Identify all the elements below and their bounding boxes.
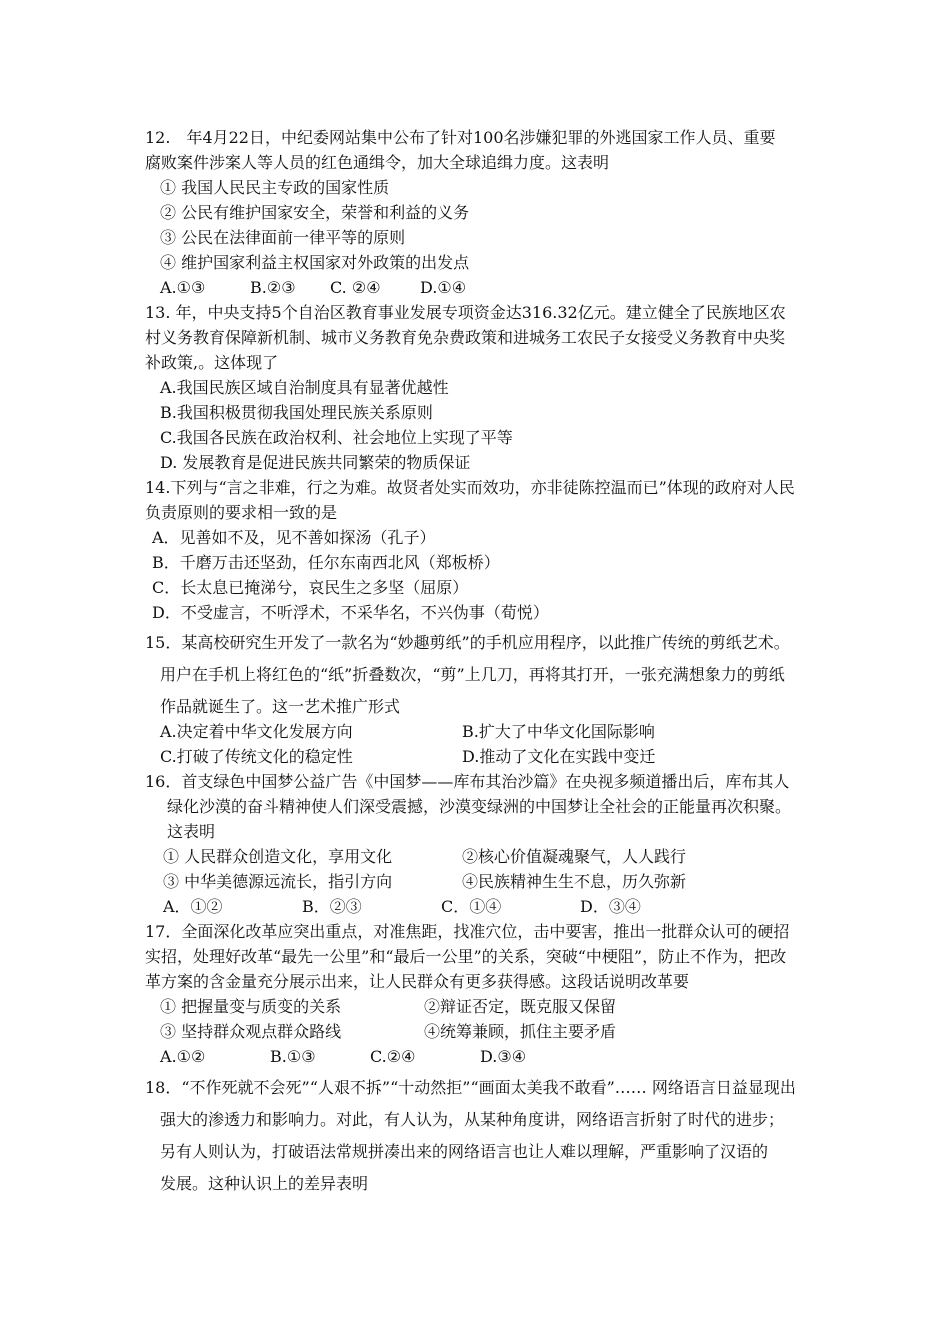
q16-item-2: ②核心价值凝魂聚气，人人践行: [462, 847, 687, 866]
q13-choice-c: C.我国各民族在政治权利、社会地位上实现了平等: [160, 428, 513, 447]
q15-stem-line-2: 用户在手机上将红色的“纸”折叠数次，“剪”上几刀，再将其打开，一张充满想象力的剪纸: [160, 665, 785, 684]
q13-choice-d: D. 发展教育是促进民族共同繁荣的物质保证: [160, 453, 471, 472]
q14-stem-line-1: 14.下列与“言之非难，行之为难。故贤者处实而效功，亦非徒陈控温而已”体现的政府对人民: [145, 478, 795, 497]
q13-choice-b: B.我国积极贯彻我国处理民族关系原则: [160, 403, 433, 422]
q13-stem-line-2: 村义务教育保障新机制、城市义务教育免杂费政策和进城务工农民子女接受义务教育中央奖: [145, 328, 786, 347]
q17-choice-a: A.①②: [160, 1047, 206, 1066]
q17-choice-d: D.③④: [480, 1047, 527, 1066]
q16-choice-d: D．③④: [580, 897, 641, 916]
q18-stem-line-4: 发展。这种认识上的差异表明: [160, 1174, 369, 1193]
q12-choice-d: D.①④: [420, 278, 467, 297]
q17-choice-c: C.②④: [370, 1047, 416, 1066]
q13-stem-line-1: 13. 年，中央支持5个自治区教育事业发展专项资金达316.32亿元。建立健全了民族地区农: [145, 303, 786, 322]
q12-stem-line-2: 腐败案件涉案人等人员的红色通缉令，加大全球追缉力度。这表明: [145, 153, 610, 172]
q12-item-4: ④ 维护国家利益主权国家对外政策的出发点: [160, 253, 470, 272]
q17-stem-line-3: 革方案的含金量充分展示出来，让人民群众有更多获得感。这段话说明改革要: [145, 972, 690, 991]
q16-stem-line-2: 绿化沙漠的奋斗精神使人们深受震撼，沙漠变绿洲的中国梦让全社会的正能量再次积聚。: [167, 797, 792, 816]
q15-choice-c: C.打破了传统文化的稳定性: [160, 747, 353, 766]
q17-item-1: ① 把握量变与质变的关系: [160, 997, 342, 1016]
q14-choice-c: C．长太息已掩涕兮，哀民生之多坚（屈原）: [152, 578, 469, 597]
q14-stem-line-2: 负责原则的要求相一致的是: [145, 503, 338, 522]
q17-stem-line-1: 17．全面深化改革应突出重点，对准焦距，找准穴位，击中要害，推出一批群众认可的硬招: [145, 922, 790, 941]
q13-stem-line-3: 补政策,。这体现了: [145, 353, 279, 372]
q12-choice-b: B.②③: [250, 278, 296, 297]
q17-item-3: ③ 坚持群众观点群众路线: [160, 1022, 342, 1041]
q18-stem-line-1: 18．“不作死就不会死”“人艰不拆”“十动然拒”“画面太美我不敢看”…… 网络语言日益显现出: [145, 1078, 796, 1097]
q12-item-1: ① 我国人民民主专政的国家性质: [160, 178, 390, 197]
q16-choice-a: A．①②: [163, 897, 223, 916]
q17-choice-b: B.①③: [270, 1047, 316, 1066]
q14-choice-b: B．千磨万击还坚劲，任尔东南西北风（郑板桥）: [152, 553, 500, 572]
q15-stem-line-3: 作品就诞生了。这一艺术推广形式: [160, 697, 401, 716]
q16-stem-line-1: 16．首支绿色中国梦公益广告《中国梦——库布其治沙篇》在央视多频道播出后，库布其人: [145, 772, 790, 791]
q15-stem-line-1: 15．某高校研究生开发了一款名为“妙趣剪纸”的手机应用程序，以此推广传统的剪纸艺术。: [145, 633, 790, 652]
q12-item-2: ② 公民有维护国家安全，荣誉和利益的义务: [160, 203, 470, 222]
q16-choice-c: C．①④: [441, 897, 502, 916]
q13-choice-a: A.我国民族区域自治制度具有显著优越性: [160, 378, 449, 397]
q14-choice-a: A．见善如不及，见不善如探汤（孔子）: [152, 528, 436, 547]
q15-choice-d: D.推动了文化在实践中变迁: [462, 747, 656, 766]
q14-choice-d: D．不受虚言，不听浮术，不采华名，不兴伪事（荀悦）: [152, 603, 549, 622]
q16-item-1: ① 人民群众创造文化，享用文化: [163, 847, 393, 866]
q17-item-2: ②辩证否定，既克服又保留: [424, 997, 617, 1016]
q16-choice-b: B．②③: [302, 897, 362, 916]
q12-item-3: ③ 公民在法律面前一律平等的原则: [160, 228, 406, 247]
q16-item-3: ③ 中华美德源远流长，指引方向: [163, 872, 393, 891]
q17-stem-line-2: 实招，处理好改革“最先一公里”和“最后一公里”的关系，突破“中梗阻”，防止不作为，把改: [145, 947, 787, 966]
q18-stem-line-2: 强大的渗透力和影响力。对此，有人认为，从某种角度讲，网络语言折射了时代的进步；: [160, 1110, 785, 1129]
q18-stem-line-3: 另有人则认为，打破语法常规拼凑出来的网络语言也让人难以理解，严重影响了汉语的: [160, 1142, 769, 1161]
q16-stem-line-3: 这表明: [167, 822, 216, 841]
q12-choice-a: A.①③: [160, 278, 206, 297]
q17-item-4: ④统筹兼顾，抓住主要矛盾: [424, 1022, 617, 1041]
q15-choice-a: A.决定着中华文化发展方向: [160, 722, 353, 741]
q15-choice-b: B.扩大了中华文化国际影响: [462, 722, 655, 741]
q12-stem-line-1: 12. 年4月22日，中纪委网站集中公布了针对100名涉嫌犯罪的外逃国家工作人员、重要: [145, 128, 776, 147]
q16-item-4: ④民族精神生生不息，历久弥新: [462, 872, 687, 891]
q12-choice-c: C. ②④: [330, 278, 381, 297]
